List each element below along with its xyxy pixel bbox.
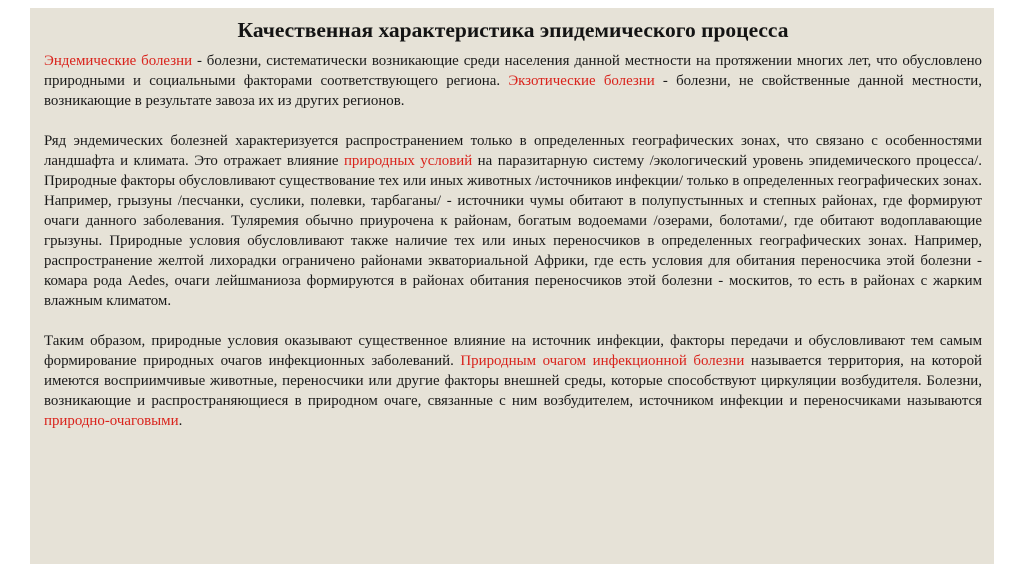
slide-title: Качественная характеристика эпидемического процесса — [237, 18, 789, 42]
paragraph-text: на паразитарную систему /экологический уровень эпидемического процесса/. Природные факторы обусловливают существование тех или иных животных /источников инфекции/ только в определенных географических зонах. Например, грызуны /песчанки, суслики, полевки, тарбаганы/ - источники чумы обитают в полупустынных и степных районах, где формируют очаги данного заболевания. Туляремия обычно приурочена к районам, богатым водоемами /озерами, болотами/, где обитают водоплавающие грызуны. Природные условия обусловливают также наличие тех или иных переносчиков в определенных географических зонах. Например, распространение желтой лихорадки ограничено районами экваториальной Африки, где есть условия для обитания переносчика этой болезни - комара рода Aedes, очаги лейшманиоза формируются в районах обитания переносчиков этой болезни - москитов, то есть в районах с жарким влажным климатом. — [44, 153, 982, 309]
paragraph-endemic-exotic — [44, 51, 982, 111]
paragraph-text: - болезни, систематически возникающие среди населения данной местности на протяжении многих лет, что обусловлено природными и социальными факторами соответствующего региона. — [44, 53, 983, 89]
term-natural-conditions: природных условий — [343, 153, 473, 169]
paragraph-text: Таким образом, природные условия оказывают существенное влияние на источник инфекции, факторы передачи и обусловливают тем самым формирование природных очагов инфекционных заболеваний. — [44, 333, 982, 369]
paragraph-text: называется территория, на которой имеются восприимчивые животные, переносчики или другие факторы внешней среды, которые способствуют циркуляции возбудителя. Болезни, возникающие и распространяющиеся в природном очаге, связанные с ним возбудителем, источником инфекции и переносчиками называются — [44, 353, 982, 409]
term-endemic-diseases: Эндемические болезни — [44, 53, 193, 69]
paragraph-natural-focus — [44, 331, 982, 431]
paragraph-text: Ряд эндемических болезней характеризуется распространением только в определенных географических зонах, что связано с особенностями ландшафта и климата. Это отражает влияние — [44, 133, 982, 169]
term-natural-focus: Природным очагом инфекционной болезни — [460, 353, 745, 369]
paragraph-natural-conditions — [44, 131, 982, 311]
slide — [30, 8, 994, 564]
term-natural-focal: природно-очаговыми — [44, 413, 179, 429]
term-exotic-diseases: Экзотические болезни — [508, 73, 655, 89]
paragraph-text: . — [178, 413, 183, 429]
paragraph-text: - болезни, не свойственные данной местности, возникающие в результате завоза их из других регионов. — [44, 73, 982, 109]
